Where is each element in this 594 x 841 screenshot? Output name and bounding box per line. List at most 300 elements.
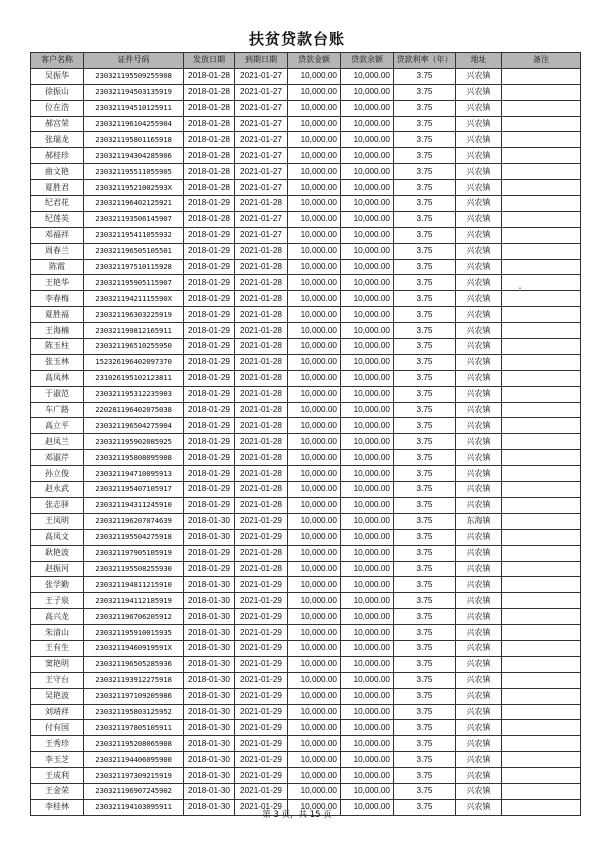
cell-id-number: 230321195312235903 [84, 386, 184, 402]
cell-due-date: 2021-01-28 [235, 482, 288, 498]
cell-address: 兴农镇 [456, 625, 502, 641]
cell-issue-date: 2018-01-29 [184, 275, 235, 291]
cell-issue-date: 2018-01-28 [184, 116, 235, 132]
cell-address: 兴农镇 [456, 243, 502, 259]
table-row [31, 482, 581, 498]
cell-address: 兴农镇 [456, 736, 502, 752]
cell-issue-date: 2018-01-29 [184, 450, 235, 466]
cell-remarks [502, 609, 581, 625]
cell-interest-rate: 3.75 [394, 577, 456, 593]
cell-id-number: 230321196402125921 [84, 196, 184, 212]
cell-interest-rate: 3.75 [394, 688, 456, 704]
cell-id-number: 230321196706205912 [84, 609, 184, 625]
table-row [31, 609, 581, 625]
cell-loan-amount: 10,000.00 [288, 466, 341, 482]
cell-loan-amount: 10,000.00 [288, 307, 341, 323]
cell-id-number: 230321194510125911 [84, 100, 184, 116]
table-row [31, 688, 581, 704]
cell-loan-amount: 10,000.00 [288, 323, 341, 339]
cell-due-date: 2021-01-29 [235, 720, 288, 736]
cell-loan-amount: 10,000.00 [288, 211, 341, 227]
cell-loan-balance: 10,000.00 [341, 720, 394, 736]
cell-due-date: 2021-01-29 [235, 752, 288, 768]
cell-loan-amount: 10,000.00 [288, 672, 341, 688]
table-row [31, 370, 581, 386]
cell-id-number: 230321196907245902 [84, 783, 184, 799]
cell-id-number: 230321195509255908 [84, 68, 184, 84]
cell-interest-rate: 3.75 [394, 370, 456, 386]
cell-interest-rate: 3.75 [394, 799, 456, 815]
cell-due-date: 2021-01-28 [235, 370, 288, 386]
cell-address: 兴农镇 [456, 720, 502, 736]
cell-loan-balance: 10,000.00 [341, 323, 394, 339]
cell-interest-rate: 3.75 [394, 307, 456, 323]
cell-address: 兴农镇 [456, 354, 502, 370]
cell-id-number: 230321196505105501 [84, 243, 184, 259]
cell-loan-balance: 10,000.00 [341, 68, 394, 84]
cell-customer-name: 王秀珍 [31, 736, 84, 752]
cell-address: 兴农镇 [456, 275, 502, 291]
cell-loan-amount: 10,000.00 [288, 275, 341, 291]
cell-address: 兴农镇 [456, 640, 502, 656]
cell-customer-name: 王金荣 [31, 783, 84, 799]
cell-due-date: 2021-01-29 [235, 783, 288, 799]
cell-remarks [502, 688, 581, 704]
cell-customer-name: 王海楠 [31, 323, 84, 339]
cell-address: 兴农镇 [456, 196, 502, 212]
cell-customer-name: 赵永武 [31, 482, 84, 498]
cell-loan-balance: 10,000.00 [341, 577, 394, 593]
cell-interest-rate: 3.75 [394, 164, 456, 180]
cell-id-number: 230321195808095908 [84, 450, 184, 466]
cell-customer-name: 王有生 [31, 640, 84, 656]
cell-interest-rate: 3.75 [394, 466, 456, 482]
cell-loan-amount: 10,000.00 [288, 577, 341, 593]
cell-loan-balance: 10,000.00 [341, 466, 394, 482]
cell-loan-amount: 10,000.00 [288, 132, 341, 148]
table-row [31, 323, 581, 339]
cell-customer-name: 曲文艳 [31, 164, 84, 180]
cell-due-date: 2021-01-27 [235, 180, 288, 196]
table-row [31, 704, 581, 720]
cell-customer-name: 王守台 [31, 672, 84, 688]
cell-issue-date: 2018-01-30 [184, 656, 235, 672]
header-loan-balance: 贷款余额 [341, 53, 394, 69]
cell-due-date: 2021-01-29 [235, 529, 288, 545]
cell-loan-balance: 10,000.00 [341, 752, 394, 768]
cell-customer-name: 邓淑芹 [31, 450, 84, 466]
cell-remarks [502, 211, 581, 227]
cell-address: 兴农镇 [456, 339, 502, 355]
cell-issue-date: 2018-01-28 [184, 148, 235, 164]
cell-issue-date: 2018-01-29 [184, 434, 235, 450]
cell-remarks [502, 513, 581, 529]
table-row [31, 720, 581, 736]
cell-remarks [502, 561, 581, 577]
cell-loan-balance: 10,000.00 [341, 243, 394, 259]
cell-id-number: 230321196104255904 [84, 116, 184, 132]
cell-interest-rate: 3.75 [394, 84, 456, 100]
table-row [31, 116, 581, 132]
cell-interest-rate: 3.75 [394, 497, 456, 513]
cell-customer-name: 张瑞龙 [31, 132, 84, 148]
header-loan-amount: 贷款金额 [288, 53, 341, 69]
cell-remarks [502, 68, 581, 84]
cell-loan-amount: 10,000.00 [288, 609, 341, 625]
cell-id-number: 230321195208065908 [84, 736, 184, 752]
cell-id-number: 230321193912275918 [84, 672, 184, 688]
cell-issue-date: 2018-01-29 [184, 339, 235, 355]
cell-due-date: 2021-01-28 [235, 307, 288, 323]
cell-customer-name: 邓福祥 [31, 227, 84, 243]
cell-id-number: 23032119521002593X [84, 180, 184, 196]
cell-loan-balance: 10,000.00 [341, 688, 394, 704]
cell-remarks [502, 132, 581, 148]
cell-interest-rate: 3.75 [394, 354, 456, 370]
cell-interest-rate: 3.75 [394, 768, 456, 784]
cell-customer-name: 李桂林 [31, 799, 84, 815]
cell-address: 兴农镇 [456, 132, 502, 148]
cell-due-date: 2021-01-28 [235, 418, 288, 434]
cell-remarks [502, 482, 581, 498]
cell-loan-balance: 10,000.00 [341, 609, 394, 625]
cell-address: 兴农镇 [456, 164, 502, 180]
cell-issue-date: 2018-01-30 [184, 688, 235, 704]
cell-issue-date: 2018-01-30 [184, 529, 235, 545]
header-due-date: 到期日期 [235, 53, 288, 69]
cell-issue-date: 2018-01-30 [184, 704, 235, 720]
cell-id-number: 230321196505285936 [84, 656, 184, 672]
cell-due-date: 2021-01-28 [235, 291, 288, 307]
cell-interest-rate: 3.75 [394, 529, 456, 545]
cell-issue-date: 2018-01-29 [184, 227, 235, 243]
table-row [31, 148, 581, 164]
cell-address: 兴农镇 [456, 227, 502, 243]
cell-remarks [502, 720, 581, 736]
cell-loan-balance: 10,000.00 [341, 211, 394, 227]
cell-remarks [502, 640, 581, 656]
cell-due-date: 2021-01-29 [235, 736, 288, 752]
header-remarks: 备注 [502, 53, 581, 69]
table-row [31, 513, 581, 529]
header-customer-name: 客户名称 [31, 53, 84, 69]
cell-interest-rate: 3.75 [394, 482, 456, 498]
cell-loan-balance: 10,000.00 [341, 434, 394, 450]
cell-due-date: 2021-01-28 [235, 434, 288, 450]
cell-interest-rate: 3.75 [394, 386, 456, 402]
cell-interest-rate: 3.75 [394, 720, 456, 736]
cell-due-date: 2021-01-28 [235, 545, 288, 561]
cell-issue-date: 2018-01-29 [184, 386, 235, 402]
cell-address: 兴农镇 [456, 148, 502, 164]
cell-due-date: 2021-01-28 [235, 275, 288, 291]
cell-due-date: 2021-01-27 [235, 211, 288, 227]
cell-issue-date: 2018-01-30 [184, 609, 235, 625]
cell-loan-balance: 10,000.00 [341, 497, 394, 513]
cell-address: 兴农镇 [456, 84, 502, 100]
cell-interest-rate: 3.75 [394, 68, 456, 84]
cell-loan-balance: 10,000.00 [341, 84, 394, 100]
cell-customer-name: 于淑范 [31, 386, 84, 402]
cell-loan-amount: 10,000.00 [288, 148, 341, 164]
cell-due-date: 2021-01-29 [235, 656, 288, 672]
cell-issue-date: 2018-01-29 [184, 291, 235, 307]
cell-issue-date: 2018-01-28 [184, 211, 235, 227]
cell-due-date: 2021-01-27 [235, 164, 288, 180]
cell-loan-balance: 10,000.00 [341, 100, 394, 116]
cell-interest-rate: 3.75 [394, 418, 456, 434]
cell-loan-amount: 10,000.00 [288, 720, 341, 736]
table-row [31, 640, 581, 656]
cell-due-date: 2021-01-28 [235, 354, 288, 370]
cell-interest-rate: 3.75 [394, 132, 456, 148]
cell-id-number: 230321197510115928 [84, 259, 184, 275]
table-row [31, 752, 581, 768]
cell-loan-amount: 10,000.00 [288, 640, 341, 656]
cell-loan-balance: 10,000.00 [341, 736, 394, 752]
cell-id-number: 230321197805105911 [84, 720, 184, 736]
cell-address: 兴农镇 [456, 100, 502, 116]
cell-remarks [502, 339, 581, 355]
table-body [31, 68, 581, 815]
table-row [31, 307, 581, 323]
cell-remarks [502, 577, 581, 593]
cell-id-number: 230321195902085925 [84, 434, 184, 450]
cell-loan-balance: 10,000.00 [341, 529, 394, 545]
cell-issue-date: 2018-01-30 [184, 799, 235, 815]
cell-issue-date: 2018-01-30 [184, 513, 235, 529]
cell-due-date: 2021-01-29 [235, 577, 288, 593]
cell-address: 兴农镇 [456, 307, 502, 323]
table-row [31, 545, 581, 561]
cell-loan-balance: 10,000.00 [341, 482, 394, 498]
cell-loan-balance: 10,000.00 [341, 450, 394, 466]
cell-loan-balance: 10,000.00 [341, 180, 394, 196]
cell-id-number: 230321196207074639 [84, 513, 184, 529]
cell-due-date: 2021-01-28 [235, 497, 288, 513]
cell-loan-balance: 10,000.00 [341, 386, 394, 402]
table-row [31, 450, 581, 466]
cell-interest-rate: 3.75 [394, 275, 456, 291]
cell-id-number: 230321195803125952 [84, 704, 184, 720]
cell-address: 兴农镇 [456, 799, 502, 815]
cell-due-date: 2021-01-29 [235, 688, 288, 704]
cell-interest-rate: 3.75 [394, 100, 456, 116]
cell-issue-date: 2018-01-29 [184, 196, 235, 212]
cell-customer-name: 郝宫荣 [31, 116, 84, 132]
cell-customer-name: 夏胜君 [31, 180, 84, 196]
cell-address: 兴农镇 [456, 768, 502, 784]
cell-loan-amount: 10,000.00 [288, 402, 341, 418]
cell-interest-rate: 3.75 [394, 704, 456, 720]
cell-customer-name: 夏胜福 [31, 307, 84, 323]
cell-id-number: 220281196402075038 [84, 402, 184, 418]
table-row [31, 768, 581, 784]
table-row [31, 593, 581, 609]
cell-loan-balance: 10,000.00 [341, 561, 394, 577]
cell-customer-name: 赵振河 [31, 561, 84, 577]
cell-address: 兴农镇 [456, 482, 502, 498]
cell-id-number: 230321194503135919 [84, 84, 184, 100]
cell-loan-balance: 10,000.00 [341, 418, 394, 434]
cell-loan-amount: 10,000.00 [288, 783, 341, 799]
cell-loan-amount: 10,000.00 [288, 497, 341, 513]
cell-address: 兴农镇 [456, 259, 502, 275]
cell-issue-date: 2018-01-28 [184, 132, 235, 148]
cell-issue-date: 2018-01-29 [184, 497, 235, 513]
cell-interest-rate: 3.75 [394, 259, 456, 275]
cell-due-date: 2021-01-28 [235, 259, 288, 275]
header-address: 地址 [456, 53, 502, 69]
cell-loan-balance: 10,000.00 [341, 259, 394, 275]
cell-loan-balance: 10,000.00 [341, 339, 394, 355]
cell-issue-date: 2018-01-30 [184, 672, 235, 688]
cell-loan-amount: 10,000.00 [288, 752, 341, 768]
cell-loan-balance: 10,000.00 [341, 656, 394, 672]
cell-interest-rate: 3.75 [394, 625, 456, 641]
cell-address: 兴农镇 [456, 291, 502, 307]
cell-due-date: 2021-01-29 [235, 640, 288, 656]
cell-issue-date: 2018-01-28 [184, 164, 235, 180]
cell-customer-name: 王成利 [31, 768, 84, 784]
cell-interest-rate: 3.75 [394, 672, 456, 688]
cell-address: 兴农镇 [456, 323, 502, 339]
cell-address: 兴农镇 [456, 386, 502, 402]
cell-due-date: 2021-01-27 [235, 227, 288, 243]
cell-issue-date: 2018-01-29 [184, 545, 235, 561]
cell-customer-name: 张志驿 [31, 497, 84, 513]
cell-loan-amount: 10,000.00 [288, 339, 341, 355]
cell-id-number: 230321196504275904 [84, 418, 184, 434]
table-row [31, 259, 581, 275]
cell-address: 兴农镇 [456, 497, 502, 513]
cell-remarks [502, 434, 581, 450]
cell-remarks [502, 196, 581, 212]
cell-address: 兴农镇 [456, 450, 502, 466]
cell-remarks [502, 243, 581, 259]
cell-customer-name: 吴艳波 [31, 688, 84, 704]
cell-issue-date: 2018-01-28 [184, 68, 235, 84]
cell-customer-name: 吴振华 [31, 68, 84, 84]
cell-id-number: 230321195411055932 [84, 227, 184, 243]
table-row [31, 466, 581, 482]
cell-address: 兴农镇 [456, 466, 502, 482]
cell-customer-name: 窦艳明 [31, 656, 84, 672]
cell-customer-name: 刘靖祥 [31, 704, 84, 720]
cell-interest-rate: 3.75 [394, 116, 456, 132]
cell-interest-rate: 3.75 [394, 243, 456, 259]
cell-customer-name: 朱清山 [31, 625, 84, 641]
cell-issue-date: 2018-01-29 [184, 323, 235, 339]
cell-customer-name: 位在浩 [31, 100, 84, 116]
cell-issue-date: 2018-01-30 [184, 640, 235, 656]
cell-loan-balance: 10,000.00 [341, 132, 394, 148]
cell-id-number: 230321194103095911 [84, 799, 184, 815]
cell-interest-rate: 3.75 [394, 545, 456, 561]
cell-customer-name: 李玉芝 [31, 752, 84, 768]
cell-interest-rate: 3.75 [394, 640, 456, 656]
cell-loan-amount: 10,000.00 [288, 450, 341, 466]
cell-address: 兴农镇 [456, 418, 502, 434]
cell-loan-amount: 10,000.00 [288, 180, 341, 196]
cell-loan-amount: 10,000.00 [288, 68, 341, 84]
cell-loan-amount: 10,000.00 [288, 418, 341, 434]
table-row [31, 339, 581, 355]
cell-customer-name: 高凤文 [31, 529, 84, 545]
table-row [31, 783, 581, 799]
cell-customer-name: 付有国 [31, 720, 84, 736]
cell-id-number: 230321195801165918 [84, 132, 184, 148]
cell-loan-amount: 10,000.00 [288, 656, 341, 672]
cell-loan-balance: 10,000.00 [341, 227, 394, 243]
cell-remarks [502, 148, 581, 164]
cell-customer-name: 郝桂珍 [31, 148, 84, 164]
cell-loan-balance: 10,000.00 [341, 307, 394, 323]
table-row [31, 275, 581, 291]
cell-loan-balance: 10,000.00 [341, 640, 394, 656]
cell-loan-amount: 10,000.00 [288, 799, 341, 815]
cell-loan-amount: 10,000.00 [288, 259, 341, 275]
header-interest-rate: 贷款利率（年） [394, 53, 456, 69]
table-row [31, 196, 581, 212]
cell-remarks [502, 354, 581, 370]
cell-address: 兴农镇 [456, 577, 502, 593]
cell-customer-name: 孙立俊 [31, 466, 84, 482]
cell-remarks [502, 180, 581, 196]
cell-interest-rate: 3.75 [394, 752, 456, 768]
cell-due-date: 2021-01-27 [235, 132, 288, 148]
cell-due-date: 2021-01-27 [235, 148, 288, 164]
cell-address: 兴农镇 [456, 704, 502, 720]
cell-interest-rate: 3.75 [394, 736, 456, 752]
cell-id-number: 230321194304285906 [84, 148, 184, 164]
cell-remarks [502, 386, 581, 402]
cell-loan-amount: 10,000.00 [288, 100, 341, 116]
cell-due-date: 2021-01-27 [235, 84, 288, 100]
table-row [31, 561, 581, 577]
cell-remarks [502, 736, 581, 752]
cell-customer-name: 赵凤兰 [31, 434, 84, 450]
cell-remarks [502, 783, 581, 799]
cell-interest-rate: 3.75 [394, 609, 456, 625]
cell-remarks [502, 275, 581, 291]
cell-loan-amount: 10,000.00 [288, 243, 341, 259]
cell-remarks [502, 656, 581, 672]
cell-id-number: 230321194406095900 [84, 752, 184, 768]
cell-id-number: 23032119421115590X [84, 291, 184, 307]
cell-id-number: 231026195102123811 [84, 370, 184, 386]
table-row [31, 243, 581, 259]
cell-customer-name: 高兴龙 [31, 609, 84, 625]
table-row [31, 84, 581, 100]
stray-pen-mark: ˇ [518, 287, 522, 296]
cell-interest-rate: 3.75 [394, 323, 456, 339]
cell-issue-date: 2018-01-28 [184, 100, 235, 116]
table-row [31, 164, 581, 180]
cell-issue-date: 2018-01-29 [184, 482, 235, 498]
cell-customer-name: 纪君花 [31, 196, 84, 212]
cell-issue-date: 2018-01-30 [184, 736, 235, 752]
cell-loan-balance: 10,000.00 [341, 513, 394, 529]
cell-loan-balance: 10,000.00 [341, 783, 394, 799]
cell-issue-date: 2018-01-29 [184, 561, 235, 577]
cell-customer-name: 高凤林 [31, 370, 84, 386]
cell-remarks [502, 466, 581, 482]
cell-remarks [502, 323, 581, 339]
cell-customer-name: 耿艳波 [31, 545, 84, 561]
cell-interest-rate: 3.75 [394, 291, 456, 307]
cell-issue-date: 2018-01-30 [184, 625, 235, 641]
